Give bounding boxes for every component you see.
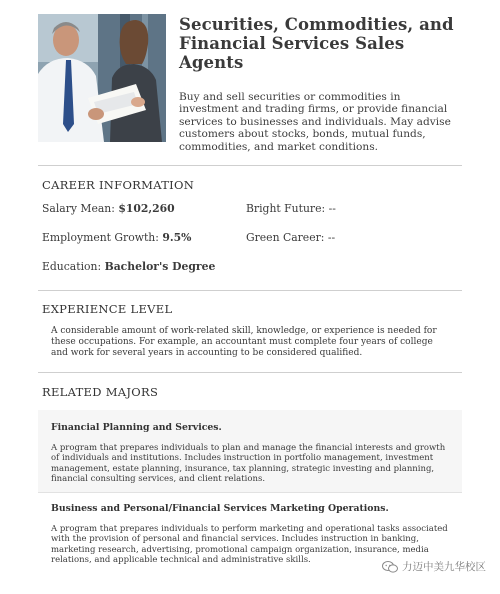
green-career (246, 231, 335, 244)
green-career-label: Green Career: (246, 231, 325, 244)
experience-heading: EXPERIENCE LEVEL (42, 302, 173, 316)
business-people-image (38, 14, 166, 142)
experience-text: A considerable amount of work-related skill, knowledge, or experience is needed for these occupations. For example, an accountant must complete four years of college and work for several years in accounting to be considered qualified. (51, 326, 437, 358)
education-value: Bachelor's Degree (104, 260, 216, 273)
education-label: Education: (42, 260, 102, 273)
career-description: Buy and sell securities or commodities in investment and trading firms, or provide financial services to businesses and individuals. May advise customers about stocks, bonds, mutual funds, commodities, and market conditions. (179, 91, 451, 153)
education (42, 260, 215, 273)
watermark (382, 559, 486, 574)
major-title: Business and Personal/Financial Services Marketing Operations. (51, 503, 389, 514)
bright-future-value: -- (328, 202, 336, 215)
salary-value: $102,260 (118, 202, 175, 215)
divider (38, 290, 462, 291)
major-description: A program that prepares individuals to plan and manage the financial interests and growth of individuals and institutions. Includes instruction in portfolio management, investment management, estate planning, insurance, tax planning, strategic investing and planning, financial consulting services, and client relations. (51, 443, 446, 485)
related-majors-heading: RELATED MAJORS (42, 385, 159, 399)
salary-label: Salary Mean: (42, 202, 115, 215)
growth-label: Employment Growth: (42, 231, 159, 244)
green-career-value: -- (327, 231, 336, 244)
major-title: Financial Planning and Services. (51, 422, 222, 433)
career-header (38, 14, 462, 158)
salary-mean (42, 202, 175, 215)
career-info-heading: CAREER INFORMATION (42, 178, 195, 192)
bright-future (246, 202, 336, 215)
wechat-icon (382, 561, 398, 573)
divider (38, 165, 462, 166)
employment-growth (42, 231, 191, 244)
major-item (38, 410, 462, 492)
growth-value: 9.5% (162, 231, 192, 244)
career-photo (38, 14, 166, 142)
career-title: Securities, Commodities, and Financial Services Sales Agents (179, 15, 454, 72)
bright-future-label: Bright Future: (246, 202, 326, 215)
divider (38, 372, 462, 373)
watermark-text: 力迈中美九华校区 (402, 561, 486, 573)
major-description: A program that prepares individuals to perform marketing and operational tasks associated with the provision of personal and financial services. Includes instruction in banking, marketing research, advertising, promotional campaign organization, insurance, media relations, and applicable technical and administrative skills. (51, 524, 448, 566)
